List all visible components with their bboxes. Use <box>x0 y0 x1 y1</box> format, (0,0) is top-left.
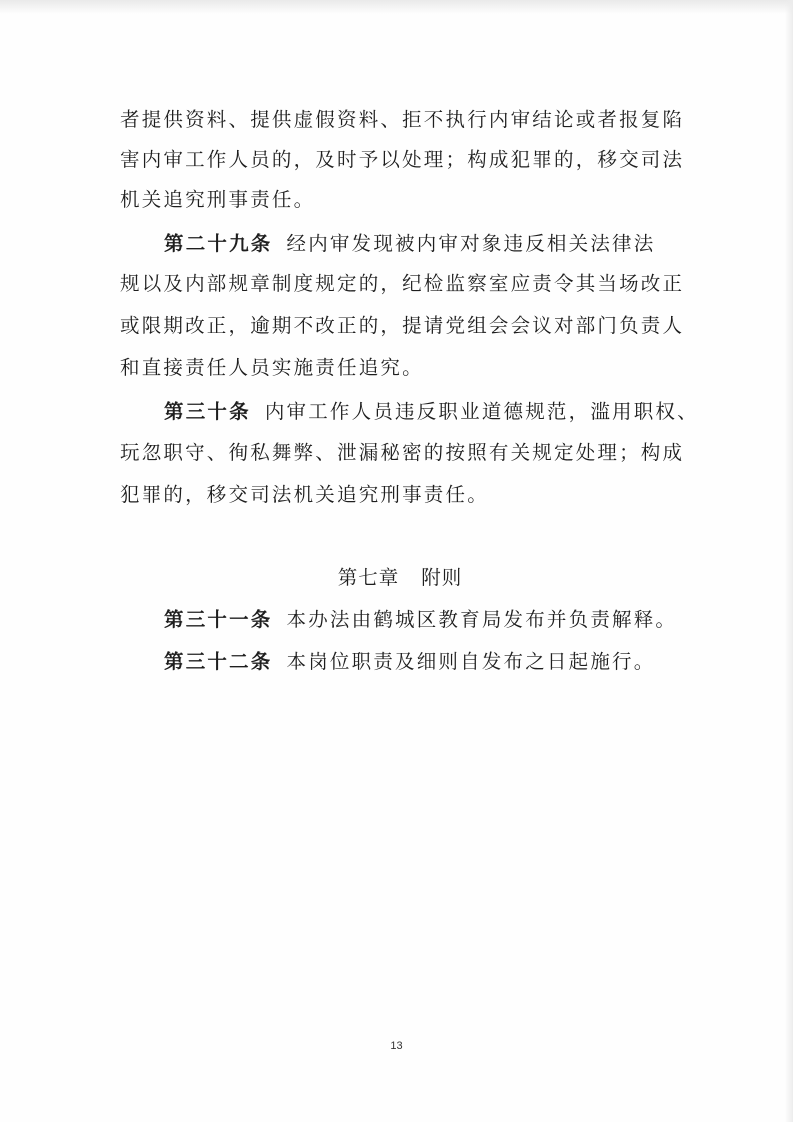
article-30-first-line <box>164 392 699 432</box>
article-29-label: 第二十九条 <box>164 232 273 255</box>
chapter-title: 附则 <box>421 566 463 589</box>
article-32-line <box>164 642 655 682</box>
body-line: 害内审工作人员的，及时予以处理；构成犯罪的，移交司法 <box>120 148 685 171</box>
body-line: 玩忽职守、徇私舞弊、泄漏秘密的按照有关规定处理；构成 <box>120 441 685 464</box>
body-line: 犯罪的，移交司法机关追究刑事责任。 <box>120 483 489 506</box>
article-29-first-line <box>164 224 655 264</box>
chapter-heading <box>120 558 680 598</box>
article-32-label: 第三十二条 <box>164 650 273 673</box>
body-line: 规以及内部规章制度规定的，纪检监察室应责令其当场改正 <box>120 272 685 295</box>
article-32-text: 本岗位职责及细则自发布之日起施行。 <box>286 650 656 673</box>
article-30-text: 内审工作人员违反职业道德规范，滥用职权、 <box>264 400 699 423</box>
body-line: 机关追究刑事责任。 <box>120 188 316 211</box>
article-31-line <box>164 600 677 640</box>
body-line: 者提供资料、提供虚假资料、拒不执行内审结论或者报复陷 <box>120 108 685 131</box>
scan-shadow-top <box>0 0 793 14</box>
article-31-label: 第三十一条 <box>164 608 273 631</box>
page-number: 13 <box>390 1040 403 1052</box>
chapter-number: 第七章 <box>337 566 400 589</box>
body-line: 或限期改正，逾期不改正的，提请党组会会议对部门负责人 <box>120 314 685 337</box>
scan-shadow-right <box>785 0 793 1122</box>
article-29-text: 经内审发现被内审对象违反相关法律法 <box>286 232 656 255</box>
article-30-label: 第三十条 <box>164 400 251 423</box>
body-line: 和直接责任人员实施责任追究。 <box>120 356 424 379</box>
article-31-text: 本办法由鹤城区教育局发布并负责解释。 <box>286 608 678 631</box>
